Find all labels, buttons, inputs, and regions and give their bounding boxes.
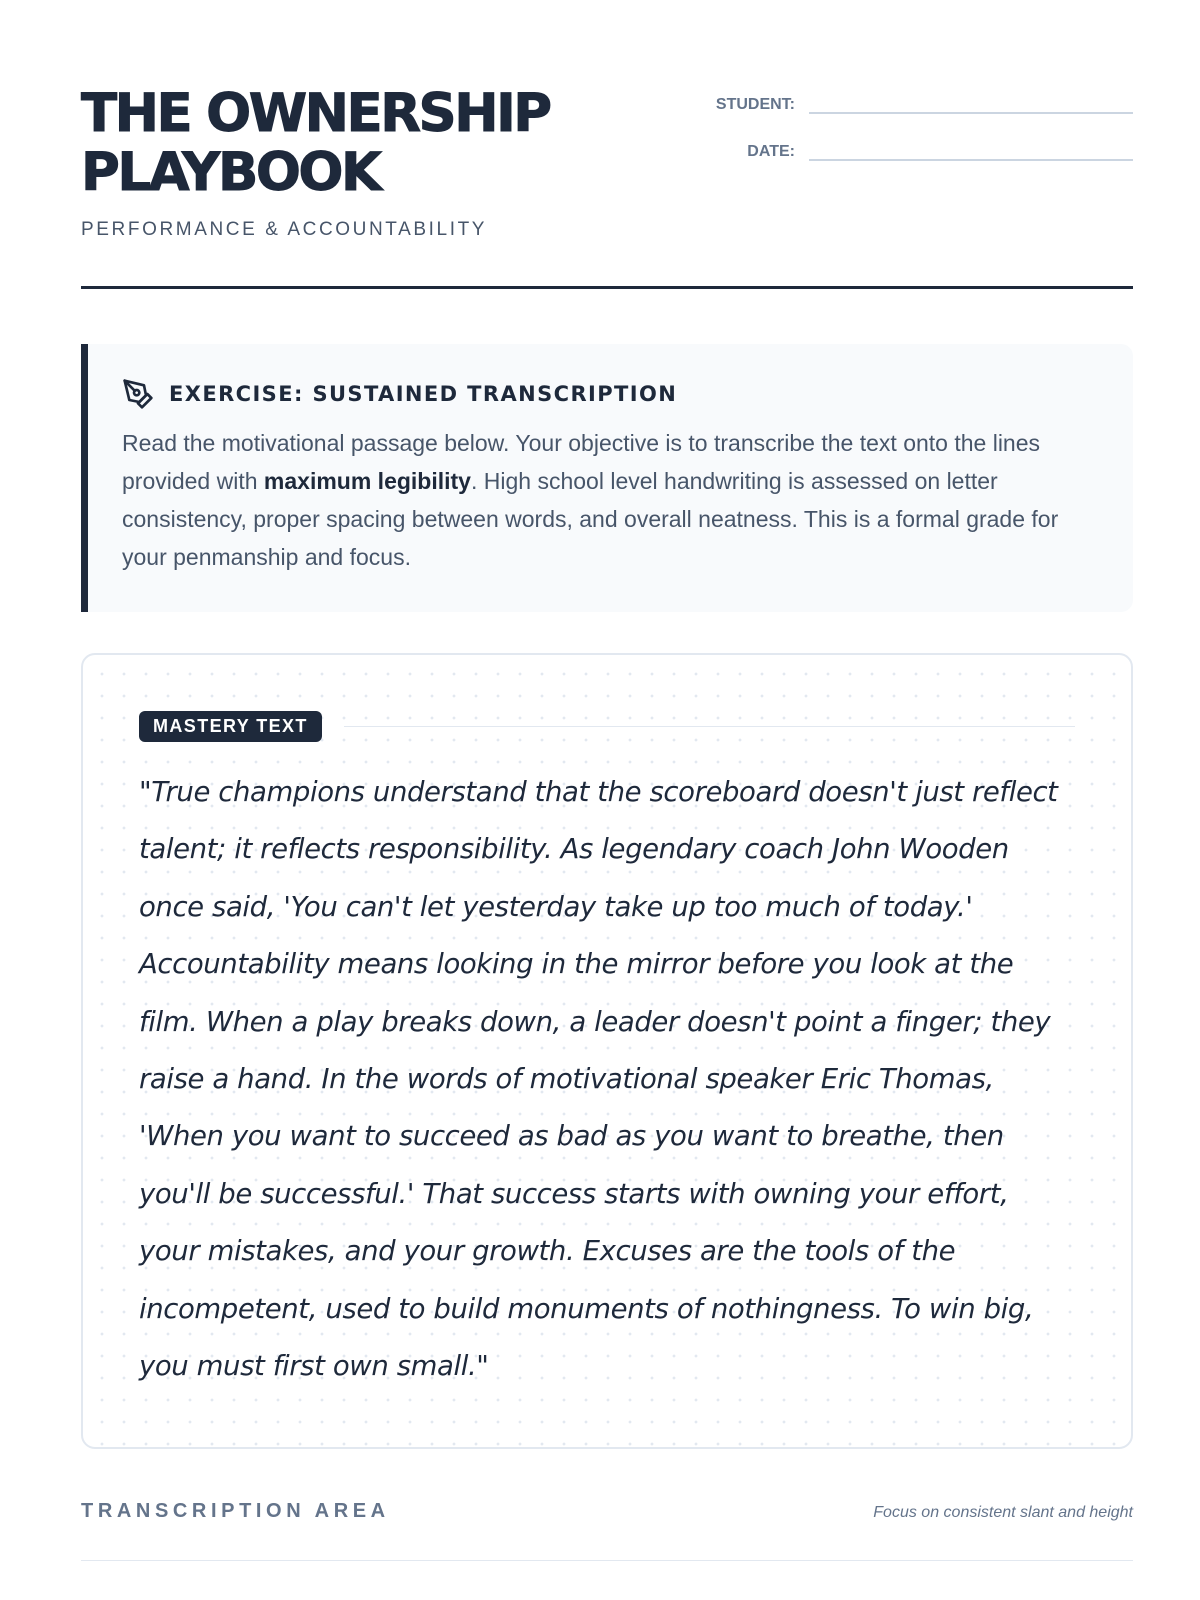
quote-line: incompetent, used to build monuments of nothingness. To win big, [139, 1292, 1034, 1325]
exercise-text-bold: maximum legibility [263, 468, 471, 494]
quote-line: your mistakes, and your growth. Excuses are the tools of the [139, 1235, 956, 1268]
badge-divider [344, 726, 1075, 727]
exercise-description [122, 424, 1095, 576]
page-title [81, 84, 550, 202]
page-subtitle: PERFORMANCE & ACCOUNTABILITY [81, 219, 488, 240]
student-label: STUDENT: [715, 96, 795, 113]
quote-line: talent; it reflects responsibility. As legendary coach John Wooden [139, 833, 1009, 866]
exercise-title: EXERCISE: SUSTAINED TRANSCRIPTION [169, 382, 678, 406]
title-line-1: THE OWNERSHIP [81, 83, 550, 144]
exercise-text-part1: Read the motivational passage below. Your objective is to transcribe the text onto the lines provided with [122, 430, 1041, 494]
date-label: DATE: [747, 143, 795, 160]
quote-line: Accountability means looking in the mirror before you look at the [139, 948, 1014, 981]
exercise-text-part2: . High school level handwriting is assessed on letter consistency, proper spacing between words, and overall neatness. This is a formal grade for your penmanship and focus. [122, 468, 1059, 570]
mastery-quote [139, 764, 1075, 1395]
mastery-badge: MASTERY TEXT [139, 711, 322, 742]
quote-line: film. When a play breaks down, a leader doesn't point a finger; they [139, 1005, 1051, 1038]
quote-line: once said, 'You can't let yesterday take up too much of today.' [139, 890, 973, 923]
quote-line: you'll be successful.' That success starts with owning your effort, [139, 1177, 1009, 1210]
writing-line[interactable] [81, 1560, 1133, 1561]
mastery-badge-row [139, 711, 1075, 742]
exercise-instructions [81, 344, 1133, 612]
quote-line: "True champions understand that the scoreboard doesn't just reflect [139, 776, 1058, 808]
exercise-heading [122, 378, 1095, 410]
student-name-line[interactable] [809, 88, 1133, 114]
pen-nib-icon [122, 378, 154, 410]
quote-line: raise a hand. In the words of motivational speaker Eric Thomas, [139, 1063, 994, 1096]
date-field-row [685, 135, 1133, 161]
quote-line: 'When you want to succeed as bad as you want to breathe, then [139, 1120, 1004, 1153]
mastery-text-card [81, 653, 1133, 1449]
worksheet-page [81, 0, 1133, 1522]
transcription-hint: Focus on consistent slant and height [873, 1504, 1133, 1521]
date-line[interactable] [809, 135, 1133, 161]
student-field-row [685, 88, 1133, 114]
title-line-2: PLAYBOOK [81, 142, 380, 203]
quote-line: you must first own small." [139, 1350, 489, 1383]
transcription-label: TRANSCRIPTION AREA [81, 1500, 390, 1522]
header-divider [81, 286, 1133, 289]
worksheet-header [81, 0, 1133, 290]
